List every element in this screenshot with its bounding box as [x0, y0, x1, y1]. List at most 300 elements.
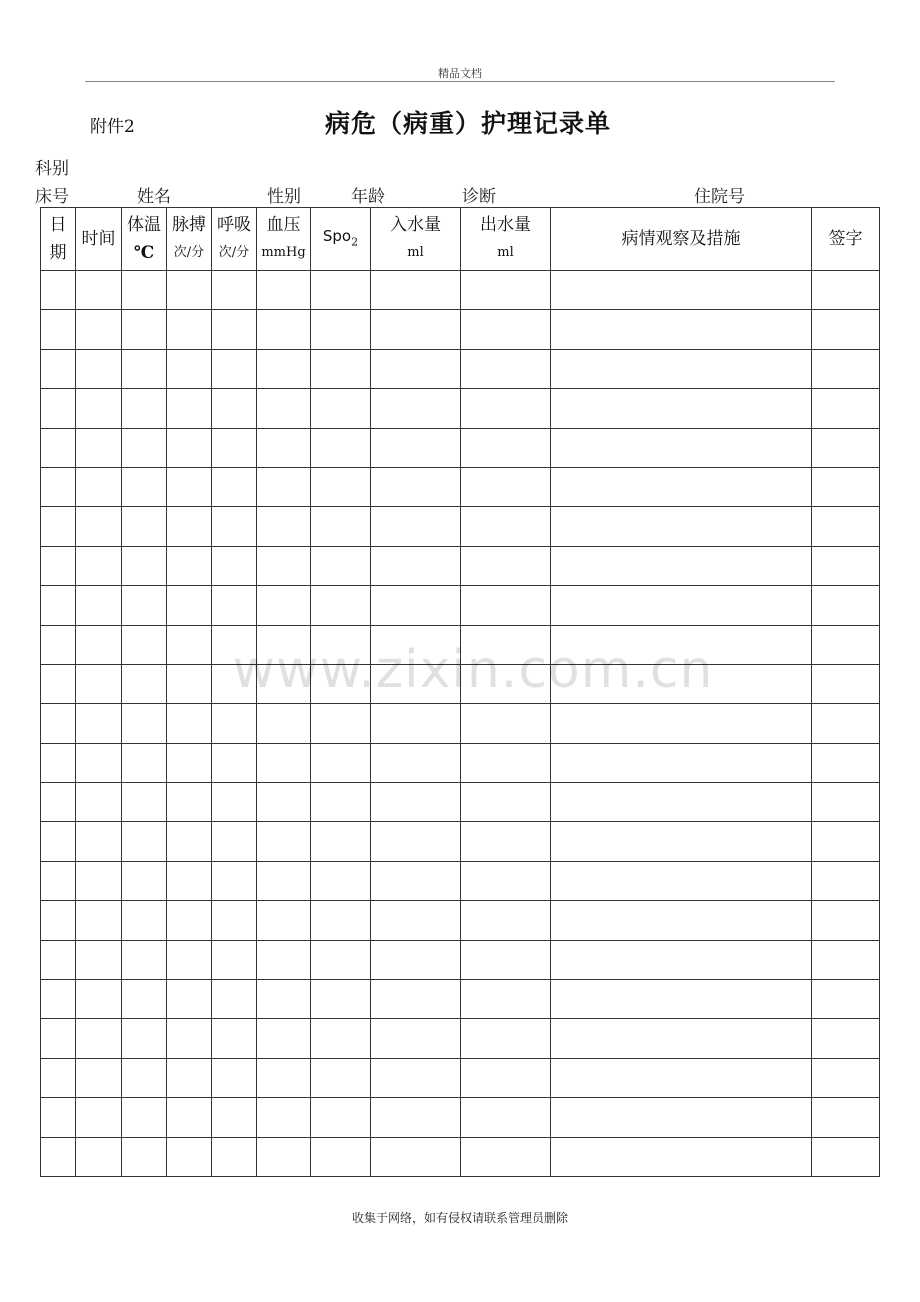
- table-cell[interactable]: [76, 428, 122, 467]
- table-cell[interactable]: [311, 1137, 371, 1176]
- table-cell[interactable]: [257, 704, 311, 743]
- table-cell[interactable]: [257, 349, 311, 388]
- table-cell[interactable]: [812, 901, 880, 940]
- table-cell[interactable]: [257, 822, 311, 861]
- table-cell[interactable]: [551, 310, 812, 349]
- table-cell[interactable]: [212, 428, 257, 467]
- table-cell[interactable]: [812, 783, 880, 822]
- table-cell[interactable]: [812, 271, 880, 310]
- table-cell[interactable]: [257, 783, 311, 822]
- table-cell[interactable]: [551, 428, 812, 467]
- table-cell[interactable]: [371, 389, 461, 428]
- bed-label: 床号: [35, 187, 69, 207]
- table-cell[interactable]: [167, 1137, 212, 1176]
- table-cell[interactable]: [257, 428, 311, 467]
- table-cell[interactable]: [461, 1137, 551, 1176]
- table-cell[interactable]: [167, 546, 212, 585]
- table-cell[interactable]: [212, 980, 257, 1019]
- table-cell[interactable]: [551, 625, 812, 664]
- table-cell[interactable]: [812, 861, 880, 900]
- table-cell[interactable]: [371, 546, 461, 585]
- table-cell[interactable]: [122, 507, 167, 546]
- table-cell[interactable]: [461, 625, 551, 664]
- table-cell[interactable]: [212, 861, 257, 900]
- column-header-pulse-label: 脉搏: [172, 215, 206, 235]
- name-label: 姓名: [137, 187, 171, 207]
- table-cell[interactable]: [812, 980, 880, 1019]
- table-row: [41, 743, 880, 782]
- table-cell[interactable]: [76, 1019, 122, 1058]
- table-cell[interactable]: [41, 822, 76, 861]
- table-cell[interactable]: [122, 349, 167, 388]
- table-cell[interactable]: [461, 467, 551, 506]
- table-cell[interactable]: [551, 940, 812, 979]
- table-cell[interactable]: [41, 271, 76, 310]
- table-cell[interactable]: [311, 625, 371, 664]
- table-cell[interactable]: [551, 586, 812, 625]
- table-row: [41, 428, 880, 467]
- column-header-respiration-unit: 次/分: [218, 245, 250, 260]
- table-cell[interactable]: [311, 467, 371, 506]
- table-cell[interactable]: [76, 980, 122, 1019]
- table-cell[interactable]: [122, 1098, 167, 1137]
- table-cell[interactable]: [551, 1098, 812, 1137]
- table-cell[interactable]: [122, 861, 167, 900]
- table-cell[interactable]: [461, 1098, 551, 1137]
- table-cell[interactable]: [41, 1019, 76, 1058]
- table-cell[interactable]: [551, 546, 812, 585]
- table-cell[interactable]: [212, 389, 257, 428]
- table-cell[interactable]: [461, 389, 551, 428]
- table-cell[interactable]: [311, 704, 371, 743]
- table-cell[interactable]: [212, 586, 257, 625]
- table-row: [41, 586, 880, 625]
- table-cell[interactable]: [812, 1098, 880, 1137]
- table-cell[interactable]: [212, 901, 257, 940]
- table-cell[interactable]: [257, 940, 311, 979]
- watermark: www.zixin.com.cn: [232, 640, 714, 700]
- table-cell[interactable]: [371, 1098, 461, 1137]
- table-cell[interactable]: [122, 822, 167, 861]
- table-cell[interactable]: [41, 428, 76, 467]
- table-cell[interactable]: [212, 704, 257, 743]
- table-cell[interactable]: [461, 271, 551, 310]
- table-cell[interactable]: [311, 389, 371, 428]
- table-cell[interactable]: [76, 822, 122, 861]
- table-cell[interactable]: [461, 586, 551, 625]
- table-cell[interactable]: [461, 507, 551, 546]
- table-cell[interactable]: [76, 546, 122, 585]
- table-cell[interactable]: [461, 1058, 551, 1097]
- column-header-spo2-label: Spo: [322, 226, 352, 245]
- table-cell[interactable]: [167, 467, 212, 506]
- table-cell[interactable]: [461, 743, 551, 782]
- table-row: [41, 349, 880, 388]
- table-cell[interactable]: [551, 861, 812, 900]
- table-cell[interactable]: [41, 901, 76, 940]
- nursing-record-table: [40, 207, 880, 1177]
- table-cell[interactable]: [167, 1058, 212, 1097]
- table-cell[interactable]: [371, 310, 461, 349]
- table-cell[interactable]: [76, 586, 122, 625]
- table-cell[interactable]: [212, 467, 257, 506]
- table-cell[interactable]: [371, 271, 461, 310]
- table-cell[interactable]: [76, 389, 122, 428]
- table-cell[interactable]: [257, 310, 311, 349]
- table-cell[interactable]: [167, 1019, 212, 1058]
- table-cell[interactable]: [551, 664, 812, 703]
- table-cell[interactable]: [461, 940, 551, 979]
- table-cell[interactable]: [257, 586, 311, 625]
- column-header-temperature: [122, 208, 167, 271]
- table-cell[interactable]: [257, 625, 311, 664]
- table-cell[interactable]: [212, 507, 257, 546]
- table-cell[interactable]: [167, 389, 212, 428]
- table-cell[interactable]: [76, 507, 122, 546]
- table-cell[interactable]: [257, 861, 311, 900]
- table-cell[interactable]: [122, 901, 167, 940]
- table-cell[interactable]: [257, 1019, 311, 1058]
- table-cell[interactable]: [76, 940, 122, 979]
- table-cell[interactable]: [76, 1137, 122, 1176]
- table-cell[interactable]: [122, 389, 167, 428]
- table-cell[interactable]: [167, 704, 212, 743]
- table-cell[interactable]: [461, 1019, 551, 1058]
- table-cell[interactable]: [551, 349, 812, 388]
- table-cell[interactable]: [461, 901, 551, 940]
- table-cell[interactable]: [76, 901, 122, 940]
- column-header-fluid-intake: [371, 208, 461, 271]
- table-cell[interactable]: [812, 349, 880, 388]
- table-row: [41, 1019, 880, 1058]
- table-cell[interactable]: [257, 1098, 311, 1137]
- table-cell[interactable]: [551, 1137, 812, 1176]
- table-cell[interactable]: [167, 664, 212, 703]
- table-cell[interactable]: [257, 743, 311, 782]
- table-cell[interactable]: [371, 586, 461, 625]
- table-cell[interactable]: [41, 1058, 76, 1097]
- table-cell[interactable]: [41, 1098, 76, 1137]
- table-cell[interactable]: [257, 980, 311, 1019]
- table-cell[interactable]: [167, 783, 212, 822]
- column-header-time-label: 时间: [81, 229, 116, 249]
- table-cell[interactable]: [76, 271, 122, 310]
- table-cell[interactable]: [311, 546, 371, 585]
- table-cell[interactable]: [122, 1019, 167, 1058]
- table-cell[interactable]: [812, 704, 880, 743]
- table-cell[interactable]: [311, 1019, 371, 1058]
- table-cell[interactable]: [812, 1019, 880, 1058]
- table-row: [41, 861, 880, 900]
- table-cell[interactable]: [41, 704, 76, 743]
- table-cell[interactable]: [371, 507, 461, 546]
- column-header-spo2-subscript: 2: [351, 235, 359, 249]
- table-cell[interactable]: [257, 467, 311, 506]
- page-header-text: 精品文档: [438, 67, 482, 80]
- table-cell[interactable]: [311, 349, 371, 388]
- table-cell[interactable]: [371, 743, 461, 782]
- table-cell[interactable]: [371, 1058, 461, 1097]
- table-cell[interactable]: [812, 940, 880, 979]
- table-cell[interactable]: [311, 586, 371, 625]
- table-cell[interactable]: [371, 704, 461, 743]
- table-cell[interactable]: [41, 861, 76, 900]
- table-cell[interactable]: [212, 664, 257, 703]
- table-body: [41, 271, 880, 1177]
- table-cell[interactable]: [461, 822, 551, 861]
- column-header-blood-pressure-unit: mmHg: [261, 245, 306, 260]
- table-cell[interactable]: [311, 664, 371, 703]
- table-cell[interactable]: [41, 467, 76, 506]
- table-cell[interactable]: [812, 467, 880, 506]
- table-cell[interactable]: [812, 507, 880, 546]
- column-header-date-line2: 期: [49, 243, 67, 263]
- table-cell[interactable]: [461, 861, 551, 900]
- table-cell[interactable]: [122, 980, 167, 1019]
- table-cell[interactable]: [461, 783, 551, 822]
- table-cell[interactable]: [41, 743, 76, 782]
- table-cell[interactable]: [371, 940, 461, 979]
- table-row: [41, 1058, 880, 1097]
- table-cell[interactable]: [551, 901, 812, 940]
- column-header-pulse-unit: 次/分: [173, 245, 205, 260]
- table-cell[interactable]: [311, 1058, 371, 1097]
- table-cell[interactable]: [76, 743, 122, 782]
- table-cell[interactable]: [311, 940, 371, 979]
- table-cell[interactable]: [212, 1098, 257, 1137]
- table-cell[interactable]: [41, 586, 76, 625]
- table-cell[interactable]: [167, 507, 212, 546]
- table-cell[interactable]: [122, 428, 167, 467]
- table-row: [41, 625, 880, 664]
- table-cell[interactable]: [41, 980, 76, 1019]
- table-cell[interactable]: [311, 507, 371, 546]
- table-cell[interactable]: [311, 822, 371, 861]
- table-row: [41, 783, 880, 822]
- table-cell[interactable]: [551, 980, 812, 1019]
- table-cell[interactable]: [812, 586, 880, 625]
- table-cell[interactable]: [371, 822, 461, 861]
- table-cell[interactable]: [812, 310, 880, 349]
- table-cell[interactable]: [212, 1058, 257, 1097]
- table-cell[interactable]: [371, 1137, 461, 1176]
- table-cell[interactable]: [551, 704, 812, 743]
- table-cell[interactable]: [371, 625, 461, 664]
- table-cell[interactable]: [122, 546, 167, 585]
- table-cell[interactable]: [257, 507, 311, 546]
- table-cell[interactable]: [167, 822, 212, 861]
- table-cell[interactable]: [41, 625, 76, 664]
- table-cell[interactable]: [551, 271, 812, 310]
- table-cell[interactable]: [41, 389, 76, 428]
- table-cell[interactable]: [167, 271, 212, 310]
- column-header-observation-label: 病情观察及措施: [621, 229, 741, 249]
- table-cell[interactable]: [551, 1019, 812, 1058]
- table-cell[interactable]: [122, 664, 167, 703]
- table-cell[interactable]: [76, 704, 122, 743]
- table-cell[interactable]: [41, 1137, 76, 1176]
- table-cell[interactable]: [122, 783, 167, 822]
- table-cell[interactable]: [257, 1137, 311, 1176]
- table-cell[interactable]: [461, 980, 551, 1019]
- table-cell[interactable]: [122, 940, 167, 979]
- table-row: [41, 704, 880, 743]
- header-divider: [85, 81, 835, 82]
- table-cell[interactable]: [812, 428, 880, 467]
- table-cell[interactable]: [167, 428, 212, 467]
- table-cell[interactable]: [212, 1137, 257, 1176]
- table-cell[interactable]: [257, 901, 311, 940]
- table-cell[interactable]: [311, 271, 371, 310]
- table-cell[interactable]: [311, 1098, 371, 1137]
- table-cell[interactable]: [41, 940, 76, 979]
- table-cell[interactable]: [551, 389, 812, 428]
- table-cell[interactable]: [812, 822, 880, 861]
- table-cell[interactable]: [812, 1058, 880, 1097]
- table-cell[interactable]: [812, 664, 880, 703]
- table-cell[interactable]: [812, 625, 880, 664]
- table-cell[interactable]: [371, 783, 461, 822]
- gender-label: 性别: [267, 187, 301, 207]
- table-cell[interactable]: [311, 783, 371, 822]
- table-row: [41, 1098, 880, 1137]
- table-cell[interactable]: [41, 664, 76, 703]
- table-cell[interactable]: [371, 980, 461, 1019]
- table-cell[interactable]: [167, 980, 212, 1019]
- column-header-fluid-intake-label: 入水量: [390, 215, 441, 235]
- table-cell[interactable]: [122, 271, 167, 310]
- table-cell[interactable]: [122, 743, 167, 782]
- table-cell[interactable]: [551, 822, 812, 861]
- table-cell[interactable]: [311, 310, 371, 349]
- table-cell[interactable]: [76, 783, 122, 822]
- table-cell[interactable]: [76, 664, 122, 703]
- table-cell[interactable]: [212, 940, 257, 979]
- table-row: [41, 546, 880, 585]
- table-cell[interactable]: [41, 507, 76, 546]
- column-header-date-line1: 日: [49, 215, 67, 235]
- table-cell[interactable]: [76, 349, 122, 388]
- table-cell[interactable]: [122, 625, 167, 664]
- table-cell[interactable]: [212, 822, 257, 861]
- table-cell[interactable]: [212, 310, 257, 349]
- column-header-fluid-output-label: 出水量: [480, 215, 531, 235]
- table-cell[interactable]: [167, 901, 212, 940]
- table-cell[interactable]: [41, 310, 76, 349]
- table-cell[interactable]: [212, 625, 257, 664]
- table-cell[interactable]: [551, 467, 812, 506]
- table-cell[interactable]: [76, 1058, 122, 1097]
- table-cell[interactable]: [167, 349, 212, 388]
- table-cell[interactable]: [371, 1019, 461, 1058]
- table-row: [41, 664, 880, 703]
- table-cell[interactable]: [41, 546, 76, 585]
- table-cell[interactable]: [371, 861, 461, 900]
- column-header-temperature-unit: ℃: [133, 243, 155, 263]
- table-cell[interactable]: [76, 310, 122, 349]
- table-cell[interactable]: [371, 901, 461, 940]
- table-cell[interactable]: [812, 546, 880, 585]
- table-cell[interactable]: [461, 546, 551, 585]
- table-cell[interactable]: [167, 1098, 212, 1137]
- table-cell[interactable]: [812, 1137, 880, 1176]
- table-cell[interactable]: [257, 1058, 311, 1097]
- table-cell[interactable]: [551, 1058, 812, 1097]
- table-cell[interactable]: [41, 783, 76, 822]
- table-cell[interactable]: [76, 467, 122, 506]
- table-cell[interactable]: [122, 310, 167, 349]
- table-cell[interactable]: [311, 901, 371, 940]
- table-cell[interactable]: [461, 704, 551, 743]
- table-cell[interactable]: [371, 664, 461, 703]
- table-cell[interactable]: [551, 507, 812, 546]
- table-cell[interactable]: [212, 783, 257, 822]
- table-cell[interactable]: [122, 1137, 167, 1176]
- column-header-spo2: [311, 208, 371, 271]
- table-cell[interactable]: [167, 861, 212, 900]
- table-cell[interactable]: [76, 861, 122, 900]
- table-cell[interactable]: [76, 625, 122, 664]
- table-cell[interactable]: [311, 428, 371, 467]
- table-cell[interactable]: [812, 743, 880, 782]
- table-row: [41, 507, 880, 546]
- table-cell[interactable]: [167, 586, 212, 625]
- age-label: 年龄: [351, 187, 385, 207]
- table-cell[interactable]: [122, 467, 167, 506]
- table-header-row: [41, 208, 880, 271]
- table-cell[interactable]: [461, 428, 551, 467]
- table-cell[interactable]: [257, 546, 311, 585]
- column-header-fluid-intake-unit: ml: [407, 245, 424, 260]
- table-cell[interactable]: [212, 271, 257, 310]
- table-cell[interactable]: [257, 664, 311, 703]
- table-cell[interactable]: [311, 743, 371, 782]
- table-cell[interactable]: [41, 349, 76, 388]
- column-header-signature-label: 签字: [828, 229, 863, 249]
- table-cell[interactable]: [551, 783, 812, 822]
- table-cell[interactable]: [122, 1058, 167, 1097]
- table-cell[interactable]: [371, 467, 461, 506]
- table-cell[interactable]: [812, 389, 880, 428]
- table-cell[interactable]: [167, 310, 212, 349]
- table-cell[interactable]: [212, 743, 257, 782]
- table-cell[interactable]: [371, 349, 461, 388]
- table-cell[interactable]: [212, 1019, 257, 1058]
- table-cell[interactable]: [311, 861, 371, 900]
- table-row: [41, 467, 880, 506]
- table-cell[interactable]: [76, 1098, 122, 1137]
- table-cell[interactable]: [167, 743, 212, 782]
- table-cell[interactable]: [257, 271, 311, 310]
- table-row: [41, 940, 880, 979]
- table-cell[interactable]: [167, 625, 212, 664]
- table-cell[interactable]: [212, 349, 257, 388]
- table-cell[interactable]: [461, 664, 551, 703]
- table-cell[interactable]: [257, 389, 311, 428]
- table-cell[interactable]: [371, 428, 461, 467]
- table-cell[interactable]: [212, 546, 257, 585]
- table-cell[interactable]: [167, 940, 212, 979]
- table-row: [41, 1137, 880, 1176]
- attachment-label: 附件2: [90, 117, 135, 137]
- table-cell[interactable]: [461, 310, 551, 349]
- table-cell[interactable]: [311, 980, 371, 1019]
- table-cell[interactable]: [122, 586, 167, 625]
- table-cell[interactable]: [122, 704, 167, 743]
- column-header-blood-pressure-label: 血压: [266, 215, 301, 235]
- table-cell[interactable]: [551, 743, 812, 782]
- table-cell[interactable]: [461, 349, 551, 388]
